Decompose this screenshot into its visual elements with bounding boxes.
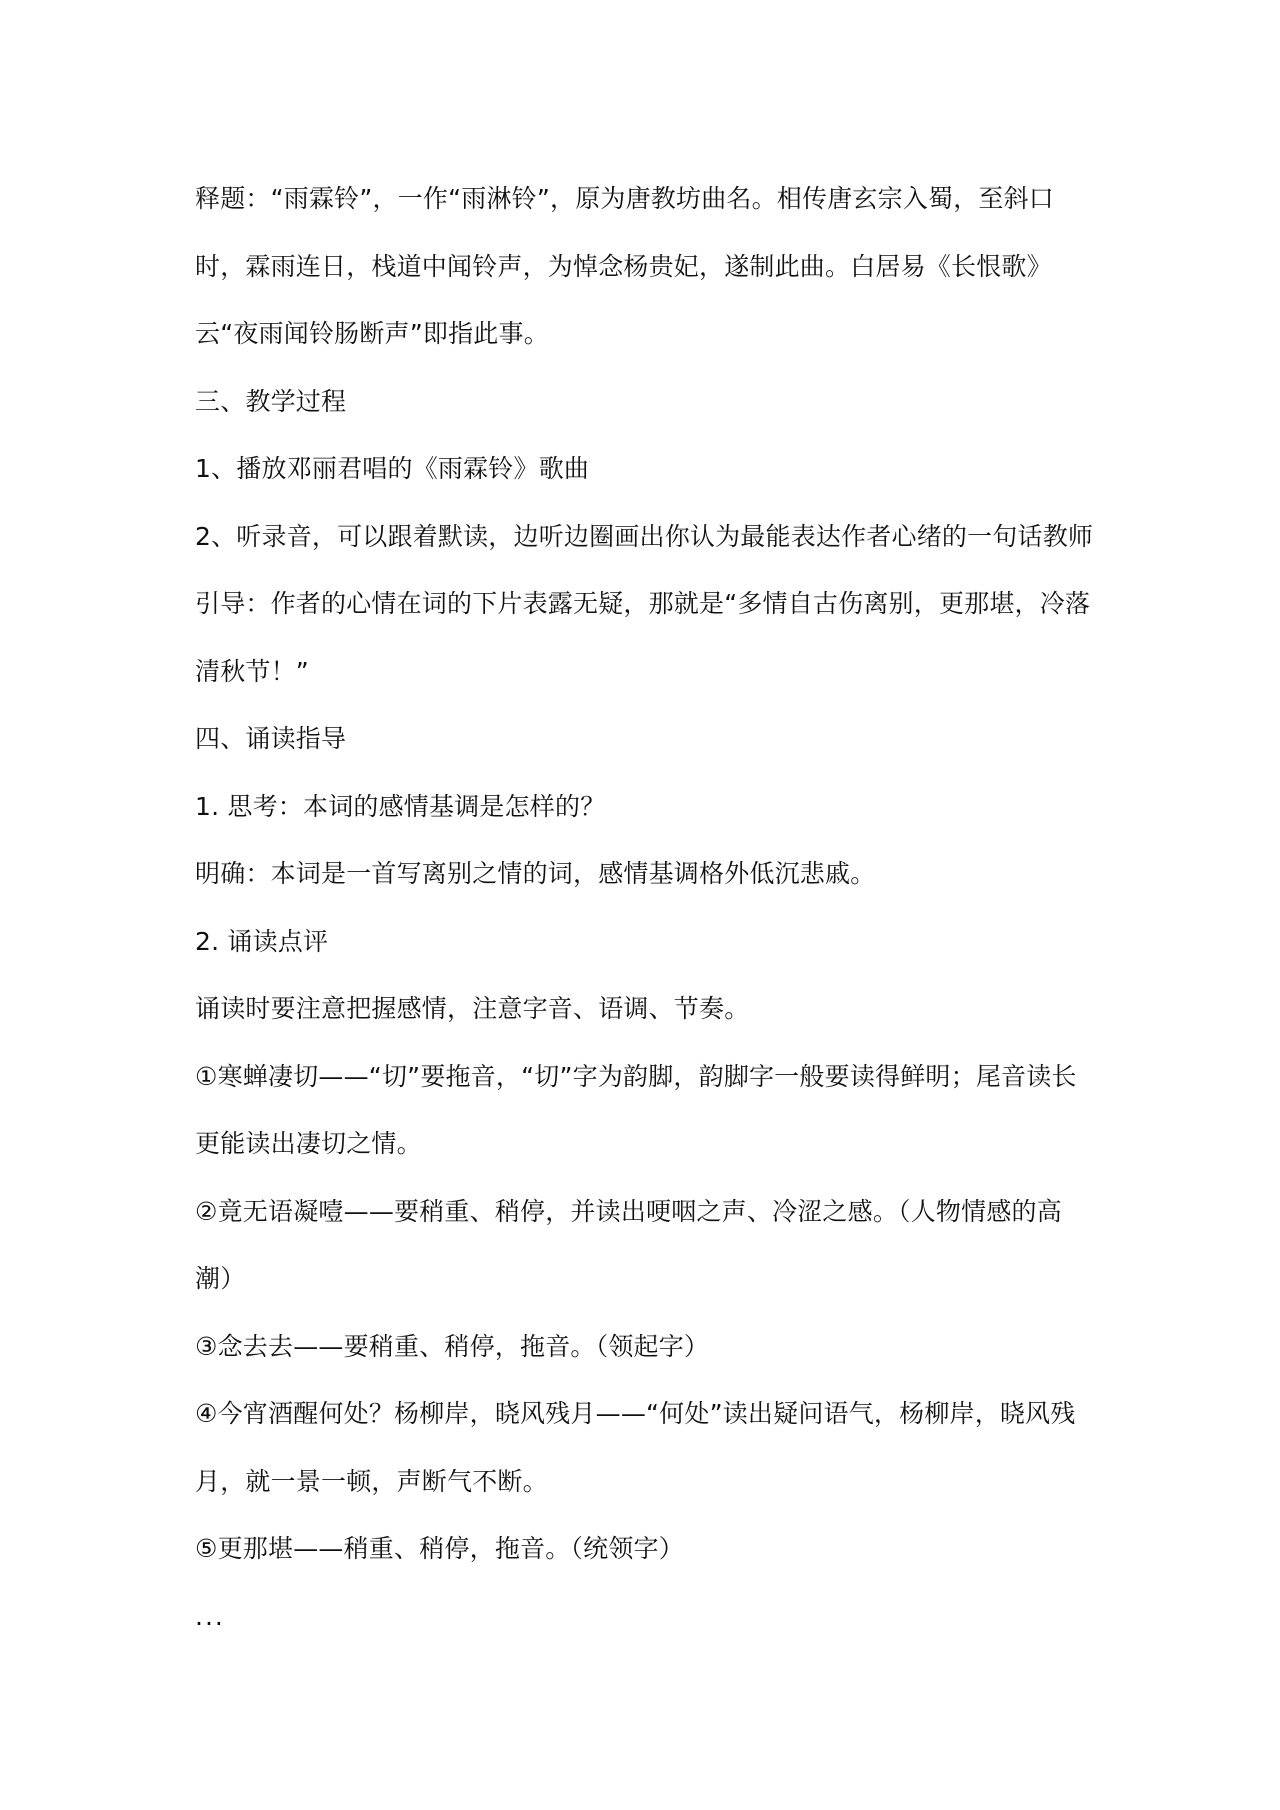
list-item-4: ④今宵酒醒何处？杨柳岸，晓风残月——“何处”读出疑问语气，杨柳岸，晓风残月，就一景一顿，声断气不断。: [195, 1399, 1076, 1496]
list-item-5: ⑤更那堪——稍重、稍停，拖音。（统领字）: [195, 1534, 684, 1563]
paragraph-recitation-note: 诵读时要注意把握感情，注意字音、语调、节奏。: [195, 994, 750, 1023]
paragraph-question-1: 1. 思考：本词的感情基调是怎样的？: [195, 791, 606, 821]
paragraph-step-2: 2、听录音，可以跟着默读，边听边圈画出你认为最能表达作者心绪的一句话教师引导：作者的心情在词的下片表露无疑，那就是“多情自古伤离别，更那堪，冷落清秋节！”: [195, 521, 1094, 686]
paragraph-answer-1: 明确：本词是一首写离别之情的词，感情基调格外低沉悲戚。: [195, 859, 876, 888]
list-item-1: ①寒蝉凄切——“切”要拖音，“切”字为韵脚，韵脚字一般要读得鲜明；尾音读长更能读出凄切之情。: [195, 1061, 1077, 1158]
paragraph-recitation-review: 2. 诵读点评: [195, 926, 329, 956]
continuation-ellipsis: ...: [195, 1601, 225, 1631]
paragraph-step-1: 1、播放邓丽君唱的《雨霖铃》歌曲: [195, 454, 590, 483]
heading-recitation-guidance: 四、诵读指导: [195, 724, 347, 753]
document-body: [195, 165, 1095, 1650]
paragraph-title-explanation: 释题：“雨霖铃”，一作“雨淋铃”，原为唐教坊曲名。相传唐玄宗入蜀，至斜口时，霖雨连日，栈道中闻铃声，为悼念杨贵妃，遂制此曲。白居易《长恨歌》云“夜雨闻铃肠断声”即指此事。: [195, 184, 1055, 348]
heading-teaching-process: 三、教学过程: [195, 386, 347, 416]
list-item-2: ②竟无语凝噎——要稍重、稍停，并读出哽咽之声、冷涩之感。（人物情感的高潮）: [195, 1196, 1062, 1293]
list-item-3: ③念去去——要稍重、稍停，拖音。（领起字）: [195, 1331, 710, 1361]
